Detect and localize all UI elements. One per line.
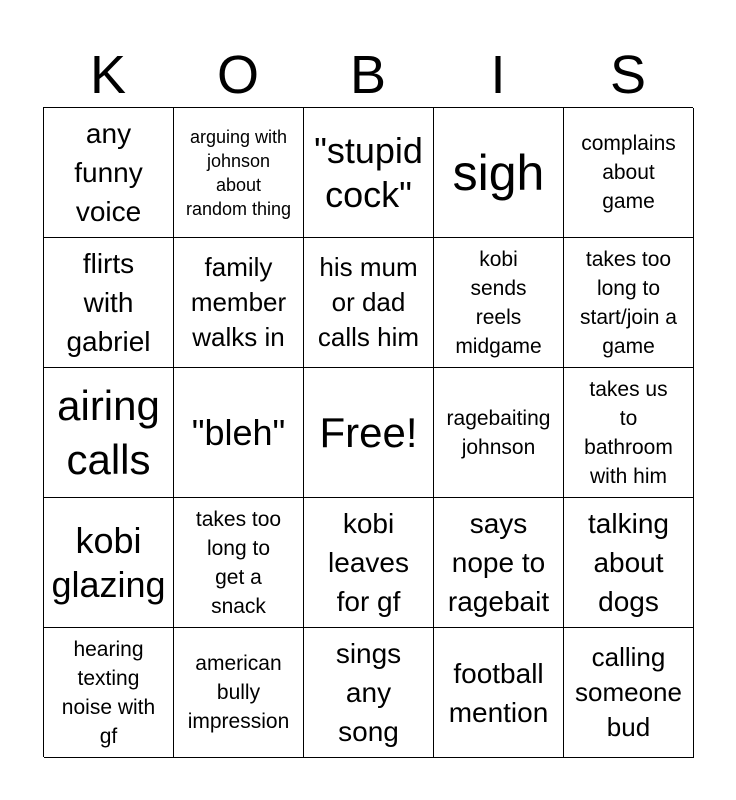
bingo-cell[interactable] [304, 498, 434, 628]
bingo-cell[interactable] [564, 108, 694, 238]
header-letter-i: I [490, 45, 506, 105]
bingo-cell-text: ragebaiting johnson [446, 406, 551, 459]
bingo-cell-text: says nope to ragebait [447, 508, 550, 617]
bingo-cell[interactable] [434, 628, 564, 758]
bingo-header [43, 42, 693, 108]
header-letter-s: S [609, 45, 647, 105]
bingo-cell[interactable] [304, 108, 434, 238]
bingo-cell[interactable] [44, 628, 174, 758]
bingo-cell-text: "bleh" [191, 411, 286, 453]
bingo-cell-text: hearing texting noise with gf [61, 637, 156, 748]
bingo-cell-text: takes too long to get a snack [195, 507, 282, 618]
bingo-cell[interactable] [174, 108, 304, 238]
bingo-cell[interactable] [44, 238, 174, 368]
bingo-cell-text: talking about dogs [588, 508, 669, 617]
bingo-cell[interactable] [434, 238, 564, 368]
bingo-cell-text: sings any song [335, 638, 402, 747]
bingo-cell[interactable] [434, 108, 564, 238]
bingo-cell-text: american bully impression [187, 652, 290, 733]
bingo-cell[interactable] [174, 368, 304, 498]
bingo-cell[interactable] [44, 498, 174, 628]
bingo-cell[interactable] [44, 368, 174, 498]
bingo-cell-text: football mention [448, 657, 549, 728]
bingo-cell[interactable] [434, 498, 564, 628]
bingo-cell-text: kobi sends reels midgame [455, 247, 542, 358]
bingo-cell-text: kobi glazing [51, 519, 166, 605]
header-letter-k: K [89, 45, 127, 105]
bingo-cell[interactable] [44, 108, 174, 238]
bingo-cell[interactable] [564, 238, 694, 368]
header-letter-b: B [349, 45, 387, 105]
bingo-cell-text: takes too long to start/join a game [580, 247, 677, 358]
bingo-cell[interactable] [304, 368, 434, 498]
bingo-cell[interactable] [174, 628, 304, 758]
bingo-cell[interactable] [304, 238, 434, 368]
bingo-cell[interactable] [304, 628, 434, 758]
bingo-cell-text: takes us to bathroom with him [584, 377, 673, 488]
bingo-cell-text: family member walks in [190, 252, 287, 352]
bingo-cell-text: Free! [319, 408, 418, 456]
bingo-cell-text: "stupid cock" [314, 129, 423, 215]
bingo-cell-text: sigh [452, 144, 545, 201]
bingo-cell-text: his mum or dad calls him [317, 252, 420, 352]
bingo-board [43, 107, 693, 757]
bingo-cell-text: flirts with gabriel [66, 248, 151, 357]
bingo-cell-text: airing calls [57, 381, 160, 483]
bingo-cell[interactable] [434, 368, 564, 498]
bingo-cell[interactable] [564, 498, 694, 628]
bingo-cell-text: calling someone bud [575, 642, 682, 742]
bingo-cell-text: kobi leaves for gf [328, 508, 409, 617]
bingo-cell[interactable] [564, 368, 694, 498]
bingo-cell[interactable] [174, 238, 304, 368]
bingo-cell-text: arguing with johnson about random thing [185, 126, 292, 219]
bingo-cell-text: any funny voice [74, 118, 143, 227]
header-letter-o: O [216, 45, 259, 105]
bingo-cell-text: complains about game [581, 132, 676, 213]
bingo-cell[interactable] [174, 498, 304, 628]
bingo-cell[interactable] [564, 628, 694, 758]
